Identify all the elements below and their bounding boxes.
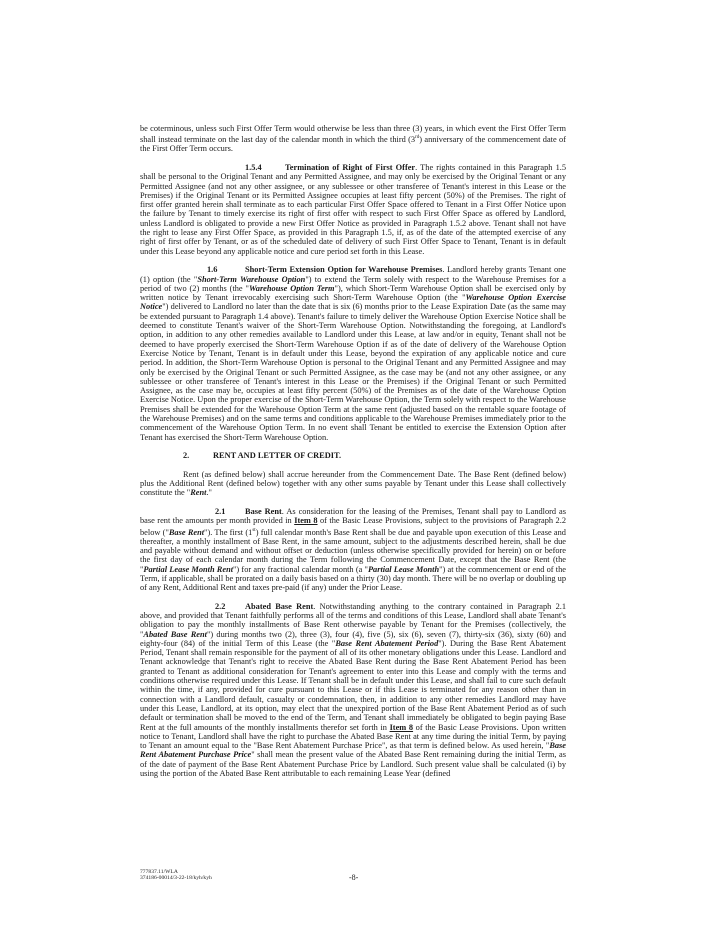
bold-heading-text: Short-Term Extension Option for Warehouse Premises — [245, 265, 443, 275]
bold-heading-text: Termination of Right of First Offer — [285, 162, 416, 172]
document-footer-id — [140, 869, 212, 882]
paragraph-text: ) full calendar month's Base Rent shall be due and payable upon execution of this Lease and thereafter, a monthly installment of Base Rent, in the same amount, subject to the adjustments described herein, shall be due and payable without demand and without offset or deduction (unless otherwise specifically provided for herein) on or before the first day of each calendar month during the Term following the Commencement Date, except that the Base Rent (the " — [140, 527, 566, 574]
paragraph — [140, 507, 566, 592]
defined-term: Rent — [190, 488, 207, 498]
paragraph-text: "). During the Base Rent Abatement Period, Tenant shall remain responsible for the payment of all of its other monetary obligations under this Lease. Landlord and Tenant acknowledge that Tenant's right to receive the Abated Base Rent during the Base Rent Abatement Period has been granted to Tenant as additional consideration for Tenant's agreement to enter into this Lease and comply with the terms and conditions otherwise required under this Lease. If Tenant shall be in default under this Lease, and shall fail to cure such default within the time, if any, provided for cure pursuant to this Lease or if this Lease is terminated for any reason other than in connection with a Landlord default, casualty or condemnation, then, in addition to any other remedies Landlord may have under this Lease, Landlord, at its option, may elect that the unexpired portion of the Base Rent Abatement Period as of such default or termination shall be moved to the end of the Term, and Tenant shall immediately be obligated to begin paying Base Rent at the full amounts of the monthly installments therefor set forth in — [140, 638, 567, 732]
paragraph-text: be coterminous, unless such First Offer Term would otherwise be less than three (3) years, in which event the First Offer Term shall instead terminate on the last day of the calendar month in which the third (3 — [140, 124, 566, 145]
document-body — [140, 124, 566, 788]
defined-term: Base Rent Abatement Period — [335, 638, 439, 648]
paragraph-text: ") delivered to Landlord no later than the date that is six (6) months prior to the Lease Expiration Date (as the same may be extended pursuant to Paragraph 1.4 above). Tenant's failure to timely deliver the Warehouse Option Exercise Notice shall be deemed to constitute Tenant's waiver of the Short-Term Warehouse Option. Notwithstanding the foregoing, at Landlord's option, in addition to any other remedies available to Landlord under this Lease, at law and/or in equity, Tenant shall not be deemed to have properly exercised the Short-Term Warehouse Option if as of the date of delivery of the Warehouse Option Exercise Notice by Tenant, Tenant is in default under this Lease, beyond the expiration of any applicable notice and cure period. In addition, the Short-Term Warehouse Option is personal to the Original Tenant and any Permitted Assignee and may only be exercised by the Original Tenant or such Permitted Assignee, as the case may be (and not any other assignee, or any sublessee or other transferee of Tenant's interest in this Lease or the Premises) if the Original Tenant or such Permitted Assignee, as the case may be, occupies at least fifty percent (50%) of the Premises as of the date of the Warehouse Option Exercise Notice. Upon the proper exercise of the Short-Term Warehouse Option, the Term solely with respect to the Warehouse Premises shall be extended for the Warehouse Option Term at the same rent (adjusted based on the rentable square footage of the Warehouse Premises) and on the same terms and conditions applicable to the Warehouse Premises immediately prior to the commencement of the Warehouse Option Term. In no event shall Tenant be entitled to exercise the Extension Option after Tenant has exercised the Short-Term Warehouse Option. — [140, 302, 566, 442]
item-reference: Item 8 — [294, 516, 318, 526]
paragraph-number: 2.1 — [215, 506, 226, 516]
paragraph-text: ") to extend the Term solely with respect to the Warehouse Premises for a period of two (2) months (the " — [140, 274, 566, 293]
page-number: -8- — [349, 873, 359, 882]
defined-term: Abated Base Rent — [143, 629, 207, 639]
defined-term: Short-Term Warehouse Option — [197, 274, 306, 284]
paragraph-text: st — [252, 527, 256, 533]
paragraph-number: 1.5.4 — [245, 162, 262, 172]
paragraph-text: " shall mean the present value of the Abated Base Rent remaining during the initial Term, as of the date of payment of the Base Rent Abatement Purchase Price by Landlord. Such present value shall be calculated (i) by using the portion of the Abated Base Rent attributable to each remaining Lease Year (defined — [140, 750, 566, 779]
paragraph-number: 2. — [183, 451, 190, 461]
paragraph-text: Rent (as defined below) shall accrue hereunder from the Commencement Date. The Base Rent (defined below) plus the Additional Rent (defined below) together with any other sums payable by Tenant under this Lease shall collectively constitute the " — [140, 469, 566, 498]
paragraph-text: of the Basic Lease Provisions. Upon written notice to Tenant, Landlord shall have the right to purchase the Abated Base Rent at any time during the initial Term, by paying to Tenant an amount equal to the "Base Rent Abatement Purchase Price", as that term is defined below. As used herein, " — [140, 722, 567, 751]
paragraph-text: "), which Short-Term Warehouse Option shall be exercised only by written notice by Tenant irrevocably exercising such Short-Term Warehouse Option (the " — [140, 283, 566, 303]
paragraph-text: . Notwithstanding anything to the contrary contained in Paragraph 2.1 above, and provided that Tenant faithfully performs all of the terms and conditions of this Lease, Landlord shall abate Tenant's obligation to pay the monthly installments of Base Rent otherwise payable by Tenant for the Premises (collectively, the " — [140, 601, 567, 639]
paragraph-text: ") for any fractional calendar month (a " — [233, 564, 368, 574]
paragraph-number: 1.6 — [207, 265, 218, 275]
paragraph-text: . As consideration for the leasing of the Premises, Tenant shall pay to Landlord as base rent the amounts per month provided in — [140, 506, 566, 526]
paragraph-text: of the Basic Lease Provisions, subject to the provisions of Paragraph 2.2 below (" — [140, 516, 566, 537]
defined-term: Partial Lease Month Rent — [143, 564, 234, 574]
defined-term: Base Rent — [168, 527, 205, 537]
paragraph — [140, 265, 566, 442]
bold-heading-text: . — [338, 451, 342, 461]
paragraph-number: 2.2 — [215, 601, 226, 611]
paragraph-text: ") at the commencement or end of the Term, if applicable, shall be prorated on a daily basis based on a thirty (30) day month. There will be no overlap or doubling up of any Rent, Additional Rent and taxes pre-paid (if any) under the Prior Lease. — [140, 564, 566, 593]
item-reference: Item 8 — [389, 722, 414, 732]
paragraph-text: ) anniversary of the commencement date of the First Offer Term occurs. — [140, 135, 566, 154]
paragraph-text: ." — [206, 488, 212, 498]
section-heading — [140, 451, 566, 460]
paragraph-text: "). The first (1 — [204, 527, 253, 537]
defined-term: Warehouse Option Term — [248, 283, 335, 293]
paragraph — [140, 602, 566, 779]
bold-heading-text: Base Rent — [245, 506, 282, 516]
paragraph-text: . The rights contained in this Paragraph 1.5 shall be personal to the Original Tenant and any Permitted Assignee, and may only be exercised by the Original Tenant or any Permitted Assignee (and not any other assignee, or any sublessee or other transferee of Tenant's interest in this Lease or the Premises) if the Original Tenant or its Permitted Assignee occupies at least fifty percent (50%) of the Premises. The right of first offer granted herein shall terminate as to each particular First Offer Space offered to Tenant in a First Offer Notice upon the failure by Tenant to timely exercise its right of first offer with respect to such First Offer Space as offered by Landlord, unless Landlord is obligated to provide a new First Offer Notice as provided in Paragraph 1.5.2 above. Tenant shall not have the right to lease any First Offer Space, as provided in this Paragraph 1.5, if, as of the date of the attempted exercise of any right of first offer by Tenant, or as of the scheduled date of delivery of such First Offer Space to Tenant, Tenant is in default under this Lease beyond any applicable notice and cure period set forth in this Lease. — [140, 162, 566, 256]
paragraph-text: . Landlord hereby grants Tenant one (1) option (the " — [140, 265, 566, 284]
paragraph — [140, 470, 566, 498]
defined-term: Warehouse Option Exercise Notice — [140, 293, 566, 312]
paragraph-text: ") during months two (2), three (3), four (4), five (5), six (6), seven (7), thirty-six (36), sixty (60) and eighty-four (84) of the initial Term of this Lease (the " — [140, 629, 566, 648]
footer-doc-id: 777837.11/WLA — [140, 869, 178, 875]
bold-heading-text: Abated Base Rent — [245, 601, 314, 611]
footer-matter-id: 374186-00014/3-22-18/kyh/kyh — [140, 875, 212, 882]
paragraph — [140, 163, 566, 256]
bold-heading-text: RENT AND LETTER OF CREDIT — [213, 451, 339, 461]
paragraph — [140, 124, 566, 154]
defined-term: Base Rent Abatement Purchase Price — [140, 741, 566, 760]
defined-term: Partial Lease Month — [367, 564, 440, 574]
paragraph-text: rd — [415, 135, 420, 141]
